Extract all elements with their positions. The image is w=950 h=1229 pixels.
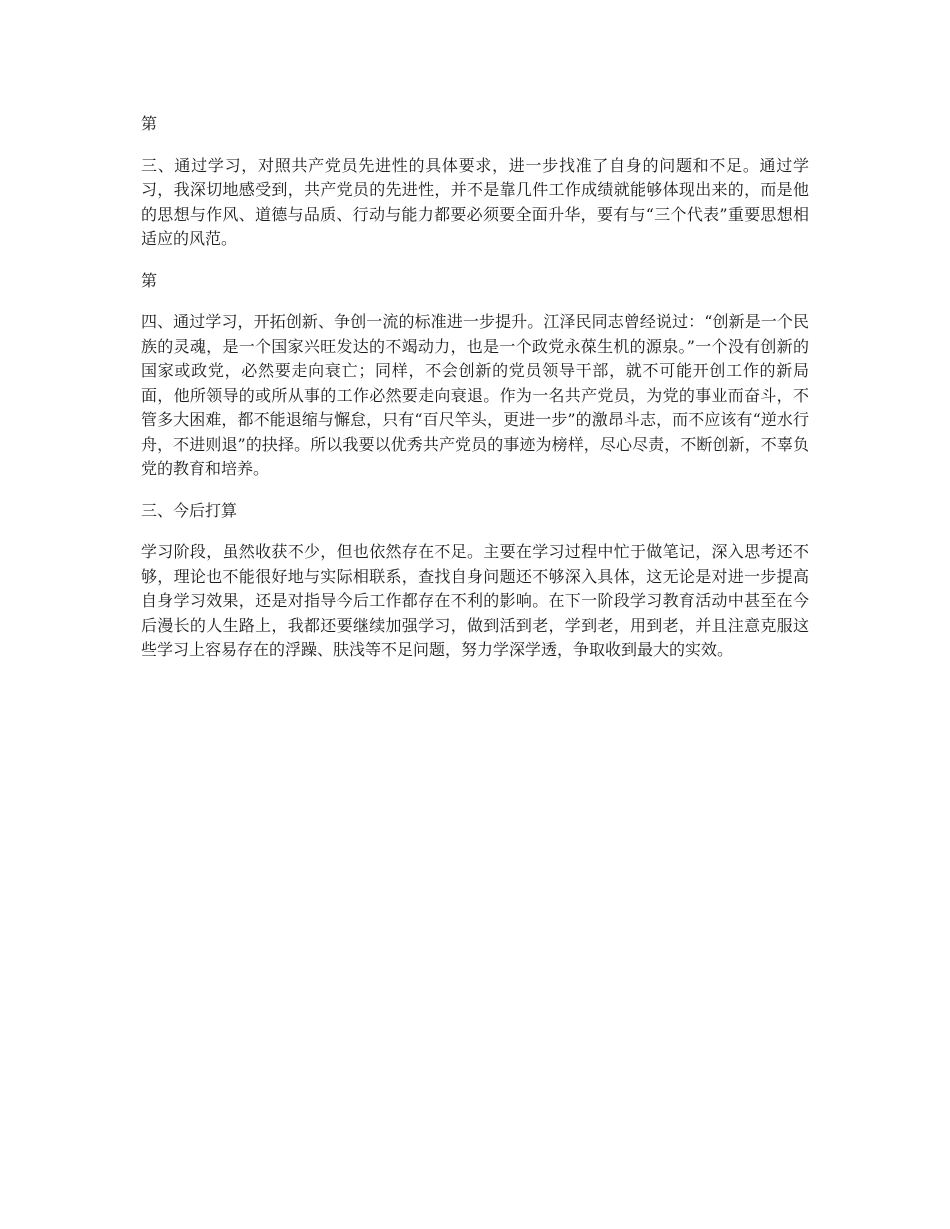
- paragraph-shortcomings: 学习阶段，虽然收获不少，但也依然存在不足。主要在学习过程中忙于做笔记，深入思考还不够，理论也不能很好地与实际相联系，查找自身问题还不够深入具体，这无论是对进一步提高自身学习效果，还是对指导今后工作都存在不利的影响。在下一阶段学习教育活动中甚至在今后漫长的人生路上，我都还要继续加强学习，做到活到老，学到老，用到老，并且注意克服这些学习上容易存在的浮躁、肤浅等不足问题，努力学深学透，争取收到最大的实效。: [141, 542, 809, 659]
- section-marker: 第: [141, 114, 158, 133]
- paragraph-advanced-nature: 三、通过学习，对照共产党员先进性的具体要求，进一步找准了自身的问题和不足。通过学习，我深切地感受到，共产党员的先进性，并不是靠几件工作成绩就能够体现出来的，而是他的思想与作风、道德与品质、行动与能力都要必须要全面升华，要有与“三个代表”重要思想相适应的风范。: [141, 155, 809, 248]
- paragraph-innovation: 四、通过学习，开拓创新、争创一流的标准进一步提升。江泽民同志曾经说过：“创新是一个民族的灵魂，是一个国家兴旺发达的不竭动力，也是一个政党永葆生机的源泉。”一个没有创新的国家或政党，必然要走向衰亡；同样，不会创新的党员领导干部，就不可能开创工作的新局面，他所领导的或所从事的工作必然要走向衰退。作为一名共产党员，为党的事业而奋斗，不管多大困难，都不能退缩与懈怠，只有“百尺竿头，更进一步”的激昂斗志，而不应该有“逆水行舟，不进则退”的抉择。所以我要以优秀共产党员的事迹为榜样，尽心尽责，不断创新，不辜负党的教育和培养。: [141, 312, 809, 478]
- section-marker: 第: [141, 270, 158, 290]
- document-body: [141, 112, 809, 680]
- section-heading-future-plans: 三、今后打算: [141, 500, 238, 520]
